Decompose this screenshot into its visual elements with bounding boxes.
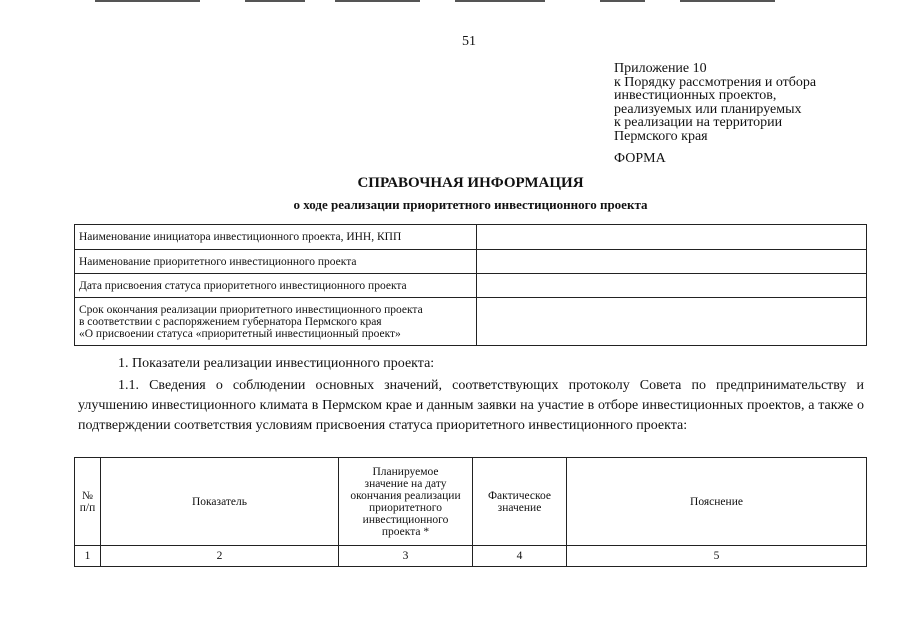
numbering-row bbox=[75, 546, 867, 567]
indicators-table bbox=[74, 457, 867, 567]
appendix-line: Приложение 10 bbox=[614, 61, 707, 76]
table-row bbox=[75, 274, 867, 298]
scan-top-edge bbox=[0, 0, 905, 3]
info-value-cell[interactable] bbox=[477, 225, 867, 250]
col-header-indicator: Показатель bbox=[101, 458, 339, 546]
info-value-cell[interactable] bbox=[477, 250, 867, 274]
appendix-line: инвестиционных проектов, bbox=[614, 88, 777, 103]
project-info-table bbox=[74, 224, 867, 346]
table-row bbox=[75, 225, 867, 250]
info-value-cell[interactable] bbox=[477, 298, 867, 346]
appendix-line: к реализации на территории bbox=[614, 115, 783, 130]
info-label: Наименование приоритетного инвестиционного проекта bbox=[75, 250, 477, 274]
form-label: ФОРМА bbox=[614, 151, 666, 166]
info-label: Дата присвоения статуса приоритетного инвестиционного проекта bbox=[75, 274, 477, 298]
column-number: 4 bbox=[473, 546, 567, 567]
document-subtitle: о ходе реализации приоритетного инвестиционного проекта bbox=[293, 197, 648, 212]
section-heading: 1. Показатели реализации инвестиционного проекта: bbox=[118, 356, 435, 371]
column-number: 2 bbox=[101, 546, 339, 567]
table-row bbox=[75, 298, 867, 346]
col-header-planned: Планируемое значение на дату окончания реализации приоритетного инвестиционного проекта * bbox=[339, 458, 473, 546]
table-row bbox=[75, 250, 867, 274]
info-label: Срок окончания реализации приоритетного инвестиционного проекта в соответствии с распоряжением губернатора Пермского края «О присвоении статуса «приоритетный инвестиционный проект» bbox=[75, 298, 477, 346]
document-title: СПРАВОЧНАЯ ИНФОРМАЦИЯ bbox=[357, 175, 584, 191]
appendix-reference bbox=[614, 62, 816, 143]
page-number: 51 bbox=[462, 34, 476, 49]
appendix-line: к Порядку рассмотрения и отбора bbox=[614, 74, 817, 90]
section-paragraph: 1.1. Сведения о соблюдении основных значений, соответствующих протоколу Совета по предпринимательству и улучшению инвестиционного климата в Пермском крае и данным заявки на участие в отборе инвестиционных проектов, а также о подтверждении соответствия условиям присвоения статуса приоритетного инвестиционного проекта: bbox=[78, 378, 864, 433]
col-header-note: Пояснение bbox=[567, 458, 867, 546]
column-number: 5 bbox=[567, 546, 867, 567]
info-value-cell[interactable] bbox=[477, 274, 867, 298]
col-header-num: № п/п bbox=[75, 458, 101, 546]
appendix-line: Пермского края bbox=[614, 128, 708, 144]
info-label: Наименование инициатора инвестиционного проекта, ИНН, КПП bbox=[75, 225, 477, 250]
column-number: 1 bbox=[75, 546, 101, 567]
appendix-line: реализуемых или планируемых bbox=[614, 101, 802, 117]
col-header-actual: Фактическое значение bbox=[473, 458, 567, 546]
column-number: 3 bbox=[339, 546, 473, 567]
header-row bbox=[75, 458, 867, 546]
